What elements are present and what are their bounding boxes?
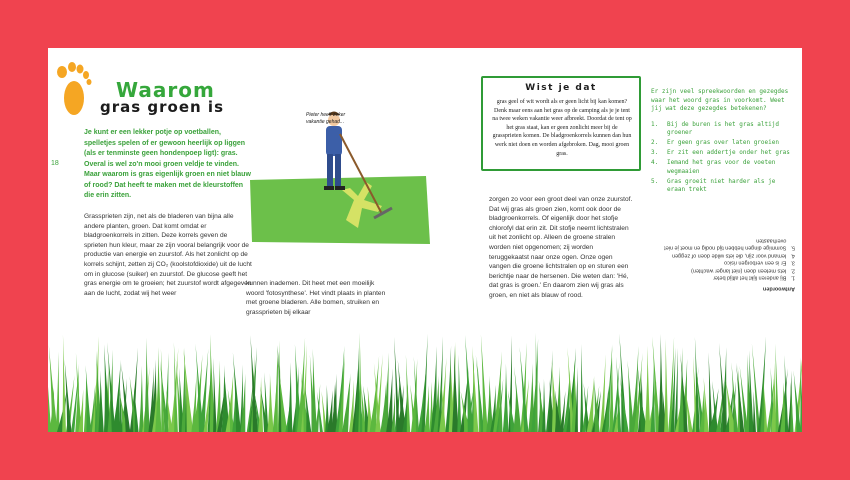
grass-blade	[542, 379, 546, 432]
grass-blade	[503, 363, 509, 432]
body-column-2: kunnen inademen. Dit heet met een moeilijk woord 'fotosynthese'. Het vindt plaats in planten met groene bladeren. Alle bomen, struiken en grassprieten bij elkaar	[246, 280, 386, 316]
page-title-line-1: Waarom	[116, 78, 215, 102]
grass-blade	[775, 344, 779, 432]
upside-down-answers	[645, 236, 795, 292]
grass-blade	[457, 355, 461, 432]
quiz-item	[651, 139, 793, 148]
quiz-list	[651, 121, 793, 195]
quiz-item-number: 4.	[651, 159, 659, 166]
answer-number: 3.	[790, 260, 795, 266]
quiz-item-text: Iemand het gras voor de voeten wegmaaien	[667, 159, 776, 175]
grass-blade	[749, 350, 754, 432]
footprint-icon	[52, 58, 92, 122]
grass-blade	[174, 342, 178, 432]
quiz-panel	[651, 88, 793, 196]
illustration-caption: Pieter heeft zeker vakantie gehad...	[306, 112, 346, 125]
grass-blade	[213, 358, 216, 432]
grass-border-illustration	[48, 330, 802, 432]
intro-paragraph: Je kunt er een lekker potje op voetballen, spelletjes spelen of er gewoon heerlijk op liggen (als er tenminste geen hondenpoep ligt): gras. Overal is wel zo'n mooi groen veldje te vinden. Maar waarom is gras eigenlijk groen en niet blauw of rood? Dat heeft te maken met de kleurstoffen die erin zitten.	[84, 129, 251, 199]
quiz-item-number: 5.	[651, 177, 659, 185]
answer-text: Iemand voor zijn, die iets wilde doen of zeggen	[672, 252, 787, 259]
grass-blade	[56, 352, 60, 432]
quiz-item-text: Er zit een addertje onder het gras	[667, 149, 790, 156]
answer-text: Er is een verborgen risico	[724, 260, 787, 266]
quiz-item	[651, 121, 793, 138]
page-title-line-2: gras groen is	[100, 98, 224, 116]
answers-title: Antwoorden	[762, 285, 795, 292]
answer-item	[645, 251, 795, 259]
grass-blade	[764, 388, 767, 432]
grass-blade	[144, 338, 150, 432]
grass-blade	[139, 366, 144, 432]
quiz-item-text: Gras groeit niet harder als je eraan trekt	[667, 177, 776, 193]
answer-item	[645, 236, 795, 251]
book-spread	[48, 48, 802, 432]
answer-number: 2.	[790, 267, 795, 274]
answer-number: 1.	[790, 275, 795, 281]
grass-blade	[267, 373, 273, 432]
body-column-3: zorgen zo voor een groot deel van onze zuurstof. Dat wij gras als groen zien, komt ook door de bladgroenkorrels. Of eigenlijk door het stofje chlorofyl dat erin zit. Dit stofje neemt lichtstralen uit het zonlicht op. Alleen de groene stralen worden niet opgenomen; zij worden teruggekaatst naar onze ogen. Onze ogen vangen die groene lichtstralen op en sturen een berichtje naar de hersenen. Die weten dan: 'Hé, dat gras is groen.' En daarom zien wij gras als groen, en niet als blauw of rood.	[489, 196, 633, 299]
grass-blade	[752, 344, 760, 432]
grass-blade	[704, 377, 709, 432]
answer-item	[645, 259, 795, 267]
answer-text: Bij anderen lijkt het altijd beter	[713, 275, 787, 281]
answers-list	[645, 236, 795, 281]
grass-blade	[664, 339, 668, 432]
quiz-item	[651, 178, 793, 195]
quiz-item	[651, 159, 793, 176]
wist-je-dat-box	[481, 76, 641, 171]
answer-item	[645, 274, 795, 282]
man-raking-grass-illustration	[250, 104, 430, 244]
answer-text: Iets meteen doen (niet langer wachten)	[691, 267, 787, 274]
grass-blade	[708, 352, 712, 432]
quiz-item-number: 1.	[651, 120, 659, 128]
grass-blade	[62, 335, 66, 432]
wist-je-dat-title: Wist je dat	[525, 83, 597, 93]
answer-item	[645, 266, 795, 274]
grass-blade	[645, 346, 651, 432]
grass-blade	[580, 344, 583, 432]
quiz-item-text: Er geen gras over laten groeien	[667, 139, 779, 146]
quiz-item	[651, 149, 793, 158]
body-column-1: Grassprieten zijn, net als de bladeren van bijna alle andere planten, groen. Dat komt omdat er bladgroenkorrels in zitten. Deze korrels geven de sprieten hun kleur, maar ze zijn vooral belangrijk voor de productie van energie en zuurstof. Als het zonlicht op de korrels schijnt, zetten zij CO₂ (koolstofdioxide) uit de lucht om in glucose (suiker) en zuurstof. De glucose geeft het gras energie om te groeien; het zuurstof wordt afgegeven aan de lucht, zodat wij het weer	[84, 213, 252, 297]
quiz-item-number: 3.	[651, 149, 659, 156]
page-number: 18	[51, 160, 59, 167]
quiz-item-number: 2.	[651, 139, 659, 146]
quiz-item-text: Bij de buren is het gras altijd groener	[667, 120, 779, 136]
wist-je-dat-text: gras geel of wit wordt als er geen licht bij kan komen? Denk maar eens aan het gras op de camping als je je tent na twee weken vakantie weer afbreekt. Doordat de tent op het gras staat, kan er geen zonlicht meer bij de grassprieten komen. De bladgroenkorrels kunnen dan hun werk niet doen en worden afgebroken. Dag, mooi groen gras.	[492, 99, 632, 157]
quiz-intro: Er zijn veel spreekwoorden en gezegdes waar het woord gras in voorkomt. Weet jij wat deze gezegdes betekenen?	[651, 88, 789, 112]
answer-number: 5.	[790, 245, 795, 251]
answer-text: Sommige dingen hebben tijd nodig en moet je niet overhaasten	[664, 237, 787, 251]
answer-number: 4.	[790, 252, 795, 259]
